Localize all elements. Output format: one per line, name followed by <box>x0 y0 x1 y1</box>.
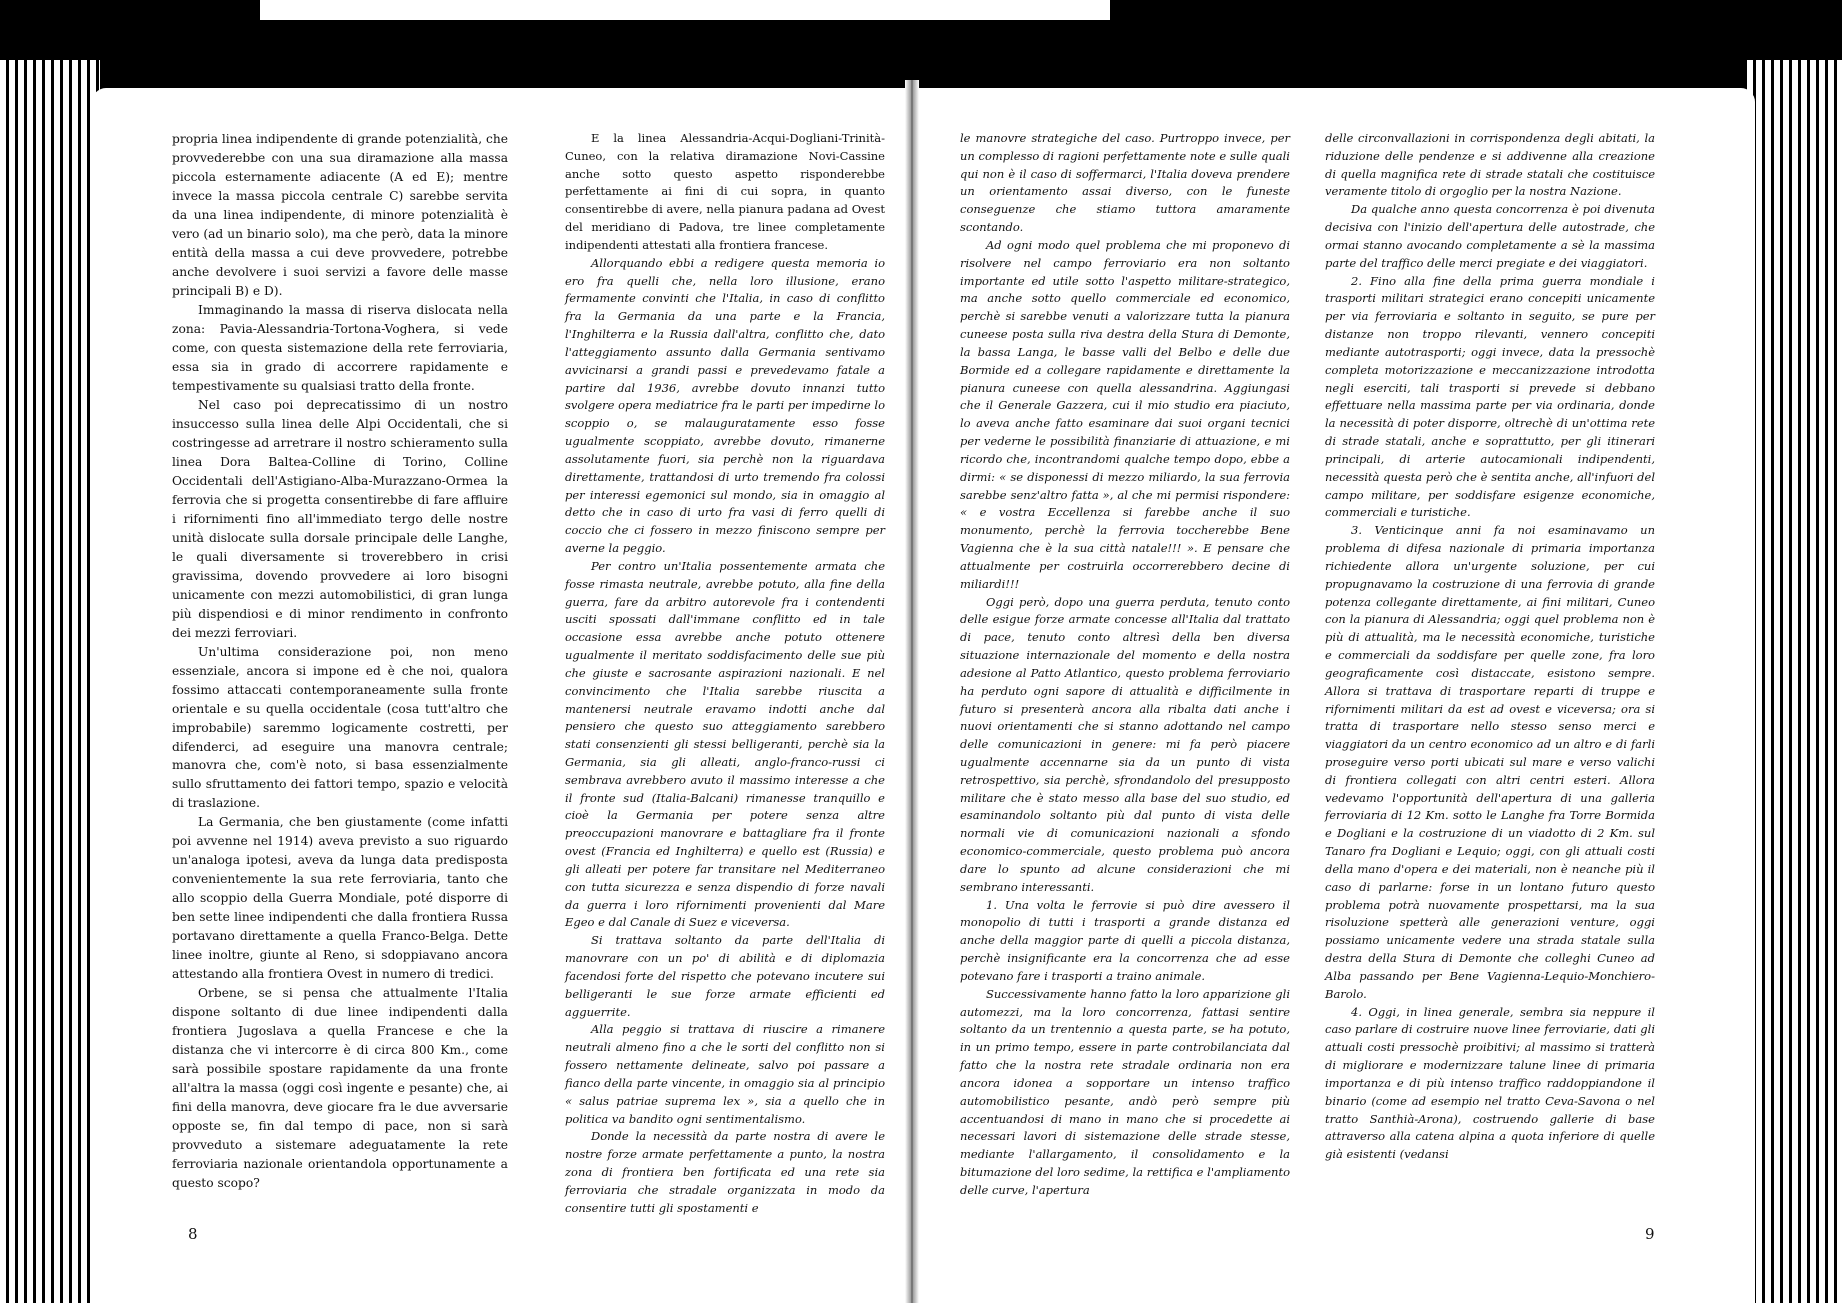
paragraph: le manovre strategiche del caso. Purtroppo invece, per un complesso di ragioni perfettamente note e sulle quali qui non è il caso di soffermarci, l'Italia doveva prendere un orientamento assai diverso, con le funeste conseguenze che stiamo tuttora amaramente scontando. <box>960 131 1290 235</box>
paragraph: 3. Venticinque anni fa noi esaminavamo un problema di difesa nazionale di primaria importanza richiedente allora un'urgente soluzione, per cui propugnavamo la costruzione di una ferrovia di grande potenza collegante direttamente, ai fini militari, Cuneo con la pianura di Alessandria; oggi quel problema non è più di attualità, ma le necessità economiche, turistiche e commerciali da soddisfare per quelle zone, fra loro geograficamente così distaccate, esistono sempre. Allora si trattava di trasportare reparti di truppe e rifornimenti militari da est ad ovest e viceversa; ora si tratta di trasportare nello stesso senso merci e viaggiatori da un centro economico ad un altro e di farli proseguire verso porti ubicati sul mare e verso valichi di frontiera collegati con altri centri esteri. Allora vedevamo l'opportunità dell'apertura di una galleria ferroviaria di 12 Km. sotto le Langhe fra Torre Bormida e Dogliani e la costruzione di un viadotto di 2 Km. sul Tanaro fra Dogliani e Lequio; oggi, con gli attuali costi della mano d'opera e dei materiali, non è neanche più il caso di parlarne: forse in un lontano futuro questo problema potrà nuovamente prospettarsi, ma la sua risoluzione spetterà alle generazioni venture, oggi possiamo unicamente vedere una strada statale sulla destra della Stura di Demonte che colleghi Cuneo ad Alba passando per Bene Vagienna-Lequio-Monchiero-Barolo. <box>1325 523 1655 1001</box>
paragraph: Allorquando ebbi a redigere questa memoria io ero fra quelli che, nella loro illusione, erano fermamente convinti che l'Italia, in caso di conflitto fra la Germania da una parte e la Francia, l'Inghilterra e la Russia dall'altra, conflitto che, dato l'atteggiamento assunto dalla Germania sentivamo avvicinarsi a grandi passi e prevedevamo fatale a partire dal 1936, avrebbe dovuto innanzi tutto svolgere opera mediatrice fra le parti per impedirne lo scoppio o, se malauguratamente esso fosse ugualmente scoppiato, avrebbe dovuto, rimanerne assolutamente fuori, sia perchè non la riguardava direttamente, trattandosi di urto tremendo fra colossi per interessi egemonici sul mondo, sia in omaggio al detto che in caso di urto fra vasi di ferro quelli di coccio che ci fossero in mezzo finiscono sempre per averne la peggio. <box>565 255 885 556</box>
paragraph: 1. Una volta le ferrovie si può dire avessero il monopolio di tutti i trasporti a grande distanza ed anche della maggior parte di quelli a piccola distanza, perchè insignificante era la concorrenza che ad esse potevano fare i trasporti a traino animale. <box>960 897 1290 983</box>
right-page-column-1 <box>960 130 1290 1200</box>
paragraph: Orbene, se si pensa che attualmente l'Italia dispone soltanto di due linee indipendenti dalla frontiera Jugoslava a quella Francese e che la distanza che vi intercorre è di circa 800 Km., come sarà possibile spostare rapidamente da una fronte all'altra la massa (oggi così ingente e pesante) che, ai fini della manovra, deve giocare fra le due avversarie opposte se, fin dal tempo di pace, non si sarà provveduto a sistemare adeguatamente la rete ferroviaria nazionale orientandola opportunamente a questo scopo? <box>172 986 508 1191</box>
left-page-column-1 <box>172 130 508 1193</box>
paragraph: Da qualche anno questa concorrenza è poi divenuta decisiva con l'inizio dell'apertura delle autostrade, che ormai stanno avocando completamente a sè la massima parte del traffico delle merci pregiate e dei viaggiatori. <box>1325 202 1655 270</box>
paragraph: Nel caso poi deprecatissimo di un nostro insuccesso sulla linea delle Alpi Occidentali, che si costringesse ad arretrare il nostro schieramento sulla linea Dora Baltea-Colline di Torino, Colline Occidentali dell'Astigiano-Alba-Murazzano-Ormea la ferrovia che si progetta consentirebbe di fare affluire i rifornimenti fino all'immediato tergo delle nostre unità dislocate sulla dorsale principale delle Langhe, le quali diversamente si troverebbero in crisi gravissima, dovendo provvedere ai loro bisogni unicamente con mezzi automobilistici, di gran lunga più dispendiosi e di minor rendimento in confronto dei mezzi ferroviari. <box>172 397 508 640</box>
right-page-edges <box>1747 60 1842 1303</box>
paragraph: Ad ogni modo quel problema che mi proponevo di risolvere nel campo ferroviario era non soltanto importante ed utile sotto l'aspetto militare-strategico, ma anche sotto quello commerciale ed economico, perchè si sarebbe venuti a valorizzare tutta la pianura cuneese posta sulla riva destra della Stura di Demonte, la bassa Langa, le basse valli del Belbo e delle due Bormide ed a collegare rapidamente e direttamente la pianura cuneese con quella alessandrina. Aggiungasi che il Generale Gazzera, cui il mio studio era piaciuto, lo aveva anche fatto esaminare dai suoi organi tecnici per vederne le possibilità finanziarie di attuazione, e mi ricordo che, incontrandomi qualche tempo dopo, ebbe a dirmi: « se disponessi di mezzo miliardo, la sua ferrovia sarebbe senz'altro fatta », al che mi permisi rispondere: « e vostra Eccellenza si farebbe anche il suo monumento, perchè la ferrovia toccherebbe Bene Vagienna che è la sua città natale!!! ». E pensare che attualmente per costruirla occorrerebbero decine di miliardi!!! <box>960 237 1290 591</box>
paragraph: Oggi però, dopo una guerra perduta, tenuto conto delle esigue forze armate concesse all'Italia dal trattato di pace, tenuto conto altresì della ben diversa situazione internazionale del momento e della nostra adesione al Patto Atlantico, questo problema ferroviario ha perduto ogni sapore di attualità e difficilmente in futuro si presenterà ancora alla ribalta dati anche i nuovi orientamenti che si stanno adottando nel campo delle comunicazioni in genere: mi fa però piacere ugualmente accennarne sia da un punto di vista retrospettivo, sia perchè, sfrondandolo del presupposto militare che è stato messo alla base del suo studio, ed esaminandolo soltanto più dal punto di vista delle normali vie di comunicazioni nazionali a sfondo economico-commerciale, questo problema può ancora dare lo spunto ad alcune considerazioni che mi sembrano interessanti. <box>960 594 1290 894</box>
paragraph: propria linea indipendente di grande potenzialità, che provvederebbe con una sua diramazione alla massa piccola esternamente adiacente (A ed E); mentre invece la massa piccola centrale C) sarebbe servita da una linea indipendente, di minore potenzialità è vero (ad un binario solo), ma che però, data la minore entità della massa a cui deve provvedere, potrebbe anche devolvere i suoi servizi a favore delle masse principali B) e D). <box>172 132 508 298</box>
page-number-right: 9 <box>1645 1225 1655 1243</box>
paragraph: delle circonvallazioni in corrispondenza degli abitati, la riduzione delle pendenze e si addivenne alla creazione di quella magnifica rete di strade statali che costituisce veramente titolo di orgoglio per la nostra Nazione. <box>1325 131 1655 199</box>
book-gutter <box>905 80 919 1303</box>
right-page-column-2 <box>1325 130 1655 1164</box>
page-number-left: 8 <box>188 1225 198 1243</box>
paragraph: Si trattava soltanto da parte dell'Italia di manovrare con un po' di abilità e di diplomazia facendosi forte del rispetto che potevano incutere sui belligeranti le sue forze armate efficienti ed agguerrite. <box>565 933 885 1019</box>
paragraph: 2. Fino alla fine della prima guerra mondiale i trasporti militari strategici erano concepiti unicamente per via ferroviaria e soltanto in seguito, se pure per distanze non troppo rilevanti, vennero concepiti mediante autotrasporti; oggi invece, data la pressochè completa motorizzazione e meccanizzazione introdotta negli eserciti, tali trasporti si prevede si debbano effettuare nella massima parte per via ordinaria, donde la necessità di poter disporre, oltrechè di un'ottima rete di strade statali, anche e soprattutto, per gli itinerari principali, di arterie autocamionali indipendenti, necessità questa però che è sentita anche, all'infuori del campo militare, per soddisfare esigenze economiche, commerciali e turistiche. <box>1325 273 1655 520</box>
paragraph: Successivamente hanno fatto la loro apparizione gli automezzi, ma la loro concorrenza, fattasi sentire soltanto da un trentennio a questa parte, se ha potuto, in un primo tempo, essere in parte controbilanciata dal fatto che la nostra rete stradale ordinaria non era ancora idonea a sopportare un intenso traffico automobilistico pesante, andò però sempre più accentuandosi di mano in mano che si procedette ai necessari lavori di sistemazione delle strade stesse, mediante l'allargamento, il consolidamento e la bitumazione del loro sedime, la rettifica e l'ampliamento delle curve, l'apertura <box>960 986 1290 1197</box>
paragraph: Immaginando la massa di riserva dislocata nella zona: Pavia-Alessandria-Tortona-Voghera, si vede come, con questa sistemazione della rete ferroviaria, essa sia in grado di accorrere rapidamente e tempestivamente su qualsiasi tratto della fronte. <box>172 302 508 393</box>
paragraph: E la linea Alessandria-Acqui-Dogliani-Trinità-Cuneo, con la relativa diramazione Novi-Cassine anche sotto questo aspetto risponderebbe perfettamente ai fini di cui sopra, in quanto consentirebbe di avere, nella pianura padana ad Ovest del meridiano di Padova, tre linee completamente indipendenti attestati alla frontiera francese. <box>565 131 885 252</box>
paragraph: Un'ultima considerazione poi, non meno essenziale, ancora si impone ed è che noi, qualora fossimo attaccati contemporaneamente sulla fronte orientale e su quella occidentale (cosa tutt'altro che improbabile) saremmo logicamente costretti, per difenderci, ad eseguire una manovra centrale; manovra che, com'è noto, si basa essenzialmente sullo sfruttamento dei fattori tempo, spazio e velocità di traslazione. <box>172 644 508 811</box>
paragraph: Donde la necessità da parte nostra di avere le nostre forze armate perfettamente a punto, la nostra zona di frontiera ben fortificata ed una rete sia ferroviaria che stradale organizzata in modo da consentire tutti gli spostamenti e <box>565 1129 885 1215</box>
paragraph: La Germania, che ben giustamente (come infatti poi avvenne nel 1914) aveva previsto a suo riguardo un'analoga ipotesi, aveva da lunga data predisposta convenientemente la sua rete ferroviaria, tanto che allo scoppio della Guerra Mondiale, poté disporre di ben sette linee indipendenti che dalla frontiera Russa portavano direttamente a quella Franco-Belga. Dette linee inoltre, giunte al Reno, si sdoppiavano ancora attestando alla frontiera Ovest in numero di tredici. <box>172 815 508 982</box>
paragraph: 4. Oggi, in linea generale, sembra sia neppure il caso parlare di costruire nuove linee ferroviarie, dati gli attuali costi pressochè proibitivi; al massimo si tratterà di migliorare e modernizzare talune linee di primaria importanza e di più intenso traffico raddoppiandone il binario (come ad esempio nel tratto Ceva-Savona o nel tratto Santhià-Arona), costruendo gallerie di base attraverso alla catena alpina a quota inferiore di quelle già esistenti (vedansi <box>1325 1004 1655 1162</box>
paragraph: Alla peggio si trattava di riuscire a rimanere neutrali almeno fino a che le sorti del conflitto non si fossero nettamente delineate, salvo poi passare a fianco della parte vincente, in omaggio sia al principio « salus patriae suprema lex », sia a quello che in politica va bandito ogni sentimentalismo. <box>565 1022 885 1126</box>
paragraph: Per contro un'Italia possentemente armata che fosse rimasta neutrale, avrebbe potuto, alla fine della guerra, fare da arbitro autorevole fra i contendenti usciti spossati dall'immane conflitto ed in tale occasione essa avrebbe anche potuto ottenere ugualmente il meritato soddisfacimento delle sue più che giuste e sacrosante aspirazioni nazionali. E nel convincimento che l'Italia sarebbe riuscita a mantenersi neutrale eravamo indotti anche dal pensiero che questo suo atteggiamento sarebbero stati consenzienti gli stessi belligeranti, perchè sia la Germania, sia gli alleati, anglo-franco-russi ci sembrava avrebbero avuto il massimo interesse a che il fronte sud (Italia-Balcani) rimanesse tranquillo e cioè la Germania per potere senza altre preoccupazioni manovrare e battagliare fra il fronte ovest (Francia ed Inghilterra) e quello est (Russia) e gli alleati per potere far transitare nel Mediterraneo con tutta sicurezza e senza dispendio di forze navali da guerra i loro rifornimenti provenienti dal Mare Egeo e dal Canale di Suez e viceversa. <box>565 558 885 930</box>
scan-light-strip <box>260 0 1110 20</box>
left-page-edges <box>0 60 100 1303</box>
left-page-column-2 <box>565 130 885 1218</box>
